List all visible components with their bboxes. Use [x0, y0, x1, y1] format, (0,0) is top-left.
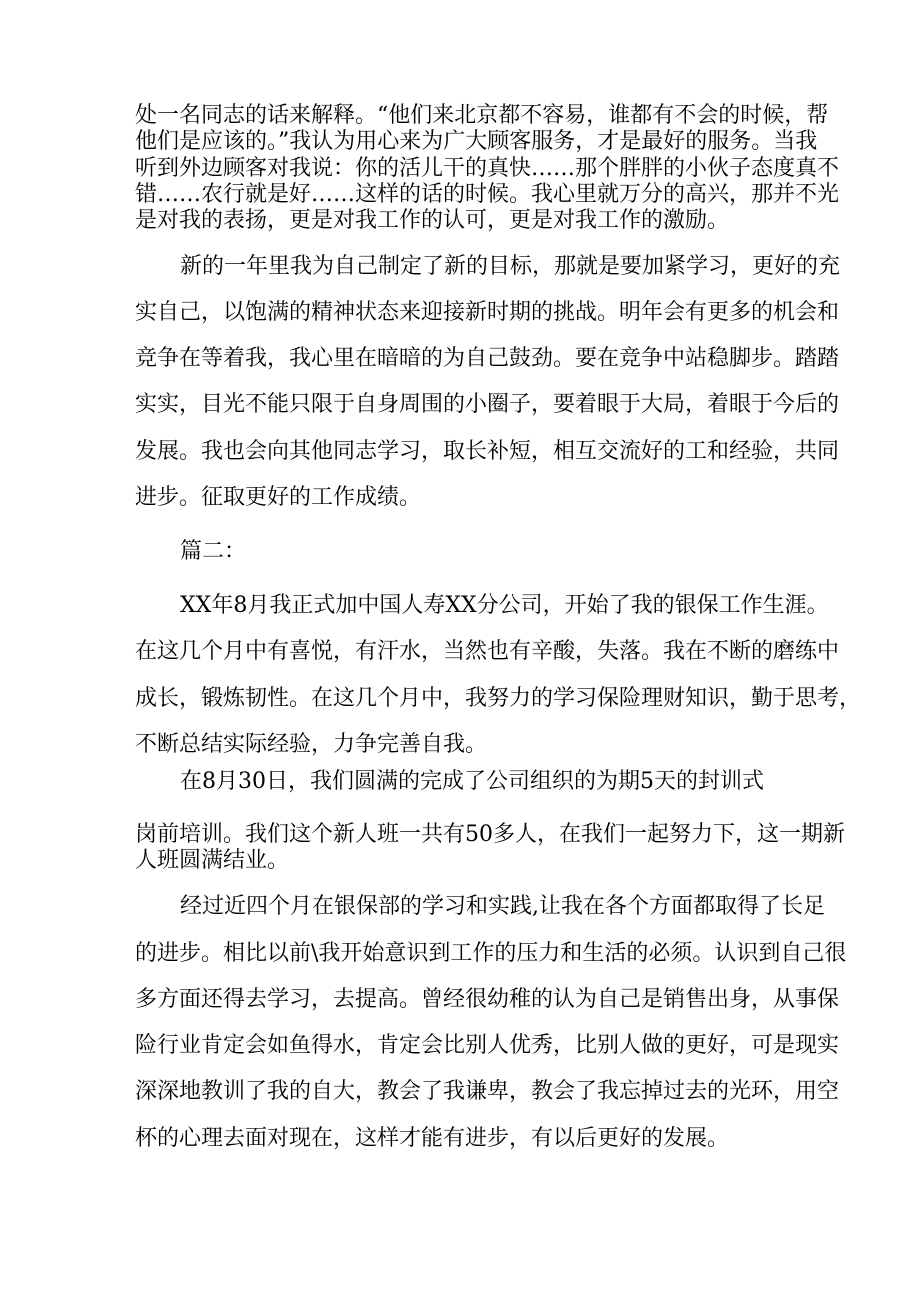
text-line-9: 实实，目光不能只限于自身周围的小圈子，要着眼于大局，着眼于今后的 — [135, 392, 840, 417]
text-line-20: 的进步。相比以前\我开始意识到工作的压力和生活的必须。认识到自己很 — [135, 941, 847, 966]
text-line-7: 实自己，以饱满的精神状态来迎接新时期的挑战。明年会有更多的机会和 — [135, 300, 840, 325]
text-line-1: 处一名同志的话来解释。“他们来北京都不容易，谁都有不会的时候，帮 — [135, 103, 829, 128]
text-line-8: 竞争在等着我，我心里在暗暗的为自己鼓劲。要在竞争中站稳脚步。踏踏 — [135, 346, 840, 371]
text-line-24: 杯的心理去面对现在，这样才能有进步，有以后更好的发展。 — [135, 1126, 730, 1151]
text-line-19: 经过近四个月在银保部的学习和实践,让我在各个方面都取得了长足 — [180, 894, 825, 919]
section-heading: 篇二： — [180, 539, 247, 564]
text-line-5: 是对我的表扬，更是对我工作的认可，更是对我工作的激励。 — [135, 208, 730, 233]
text-line-2: 他们是应该的。”我认为用心来为广大顾客服务，才是最好的服务。当我 — [135, 129, 818, 154]
text-line-15: 不断总结实际经验，力争完善自我。 — [135, 732, 488, 757]
text-line-3: 听到外边顾客对我说：你的活儿干的真快……那个胖胖的小伙子态度真不 — [135, 156, 840, 181]
text-line-23: 深深地教训了我的自大，教会了我谦卑，教会了我忘掉过去的光环，用空 — [135, 1079, 840, 1104]
text-line-4: 错……农行就是好……这样的话的时候。我心里就万分的高兴，那并不光 — [135, 182, 840, 207]
text-line-14: 成长，锻炼韧性。在这几个月中，我努力的学习保险理财知识，勤于思考， — [135, 686, 862, 711]
text-line-11: 进步。征取更好的工作成绩。 — [135, 485, 422, 510]
text-line-21: 多方面还得去学习，去提高。曾经很幼稚的认为自己是销售出身，从事保 — [135, 987, 840, 1012]
text-line-13: 在这几个月中有喜悦，有汗水，当然也有辛酸，失落。我在不断的磨练中 — [135, 639, 840, 664]
text-line-10: 发展。我也会向其他同志学习，取长补短，相互交流好的工和经验，共同 — [135, 439, 840, 464]
text-line-6: 新的一年里我为自己制定了新的目标，那就是要加紧学习，更好的充 — [180, 254, 841, 279]
text-line-17: 岗前培训。我们这个新人班一共有50多人，在我们一起努力下，这一期新 — [135, 822, 845, 847]
text-line-12: XX年8月我正式加中国人寿XX分公司，开始了我的银保工作生涯。 — [180, 593, 829, 618]
text-line-16: 在8月30日，我们圆满的完成了公司组织的为期5天的封训式 — [180, 769, 764, 794]
text-line-18: 人班圆满结业。 — [135, 848, 290, 873]
text-line-22: 险行业肯定会如鱼得水，肯定会比别人优秀，比别人做的更好，可是现实 — [135, 1033, 840, 1058]
